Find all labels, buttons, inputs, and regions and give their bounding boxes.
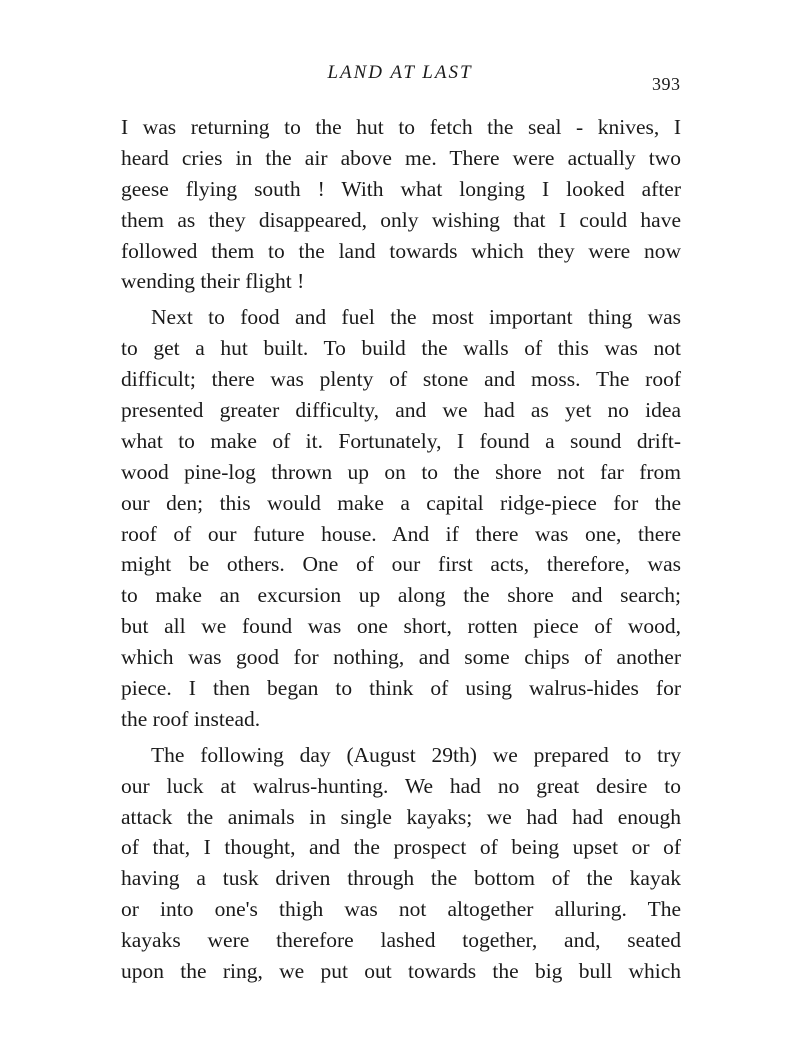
text-line: presented greater difficulty, and we had as yet no idea xyxy=(121,398,681,423)
text-line: piece. I then began to think of using walrus-hides for xyxy=(121,676,681,701)
text-line: heard cries in the air above me. There were actually two xyxy=(121,145,681,170)
text-line: Next to food and fuel the most important thing was xyxy=(151,305,681,330)
text-line: difficult; there was plenty of stone and moss. The roof xyxy=(121,367,681,392)
text-line: wending their flight ! xyxy=(121,269,305,294)
text-line: might be others. One of our first acts, therefore, was xyxy=(121,552,681,577)
text-line: but all we found was one short, rotten piece of wood, xyxy=(121,614,681,639)
paragraph xyxy=(121,302,681,734)
text-line: upon the ring, we put out towards the big bull which xyxy=(121,959,681,984)
text-line: followed them to the land towards which they were now xyxy=(121,238,681,263)
text-line: our den; this would make a capital ridge-piece for the xyxy=(121,490,681,515)
text-line: which was good for nothing, and some chips of another xyxy=(121,645,681,670)
text-line: our luck at walrus-hunting. We had no great desire to xyxy=(121,773,681,798)
text-line: kayaks were therefore lashed together, and, seated xyxy=(121,928,681,953)
paragraph xyxy=(121,740,681,987)
text-line: geese flying south ! With what longing I looked after xyxy=(121,176,681,201)
text-line: them as they disappeared, only wishing that I could have xyxy=(121,207,681,232)
text-line: or into one's thigh was not altogether alluring. The xyxy=(121,897,681,922)
running-title: LAND AT LAST xyxy=(327,62,473,83)
text-line: the roof instead. xyxy=(121,706,261,731)
text-line: I was returning to the hut to fetch the seal - knives, I xyxy=(121,115,681,139)
body-text xyxy=(121,112,681,987)
text-line: having a tusk driven through the bottom of the kayak xyxy=(121,866,681,891)
page-number: 393 xyxy=(652,74,681,94)
text-line: what to make of it. Fortunately, I found a sound drift- xyxy=(121,428,681,453)
text-line: The following day (August 29th) we prepared to try xyxy=(151,742,681,767)
text-line: of that, I thought, and the prospect of being upset or of xyxy=(121,835,681,860)
text-line: to get a hut built. To build the walls of this was not xyxy=(121,336,681,361)
text-line: attack the animals in single kayaks; we had had enough xyxy=(121,804,681,829)
text-line: wood pine-log thrown up on to the shore not far from xyxy=(121,459,681,484)
paragraph xyxy=(121,112,681,297)
text-line: roof of our future house. And if there was one, there xyxy=(121,521,681,546)
text-line: to make an excursion up along the shore and search; xyxy=(121,583,681,608)
